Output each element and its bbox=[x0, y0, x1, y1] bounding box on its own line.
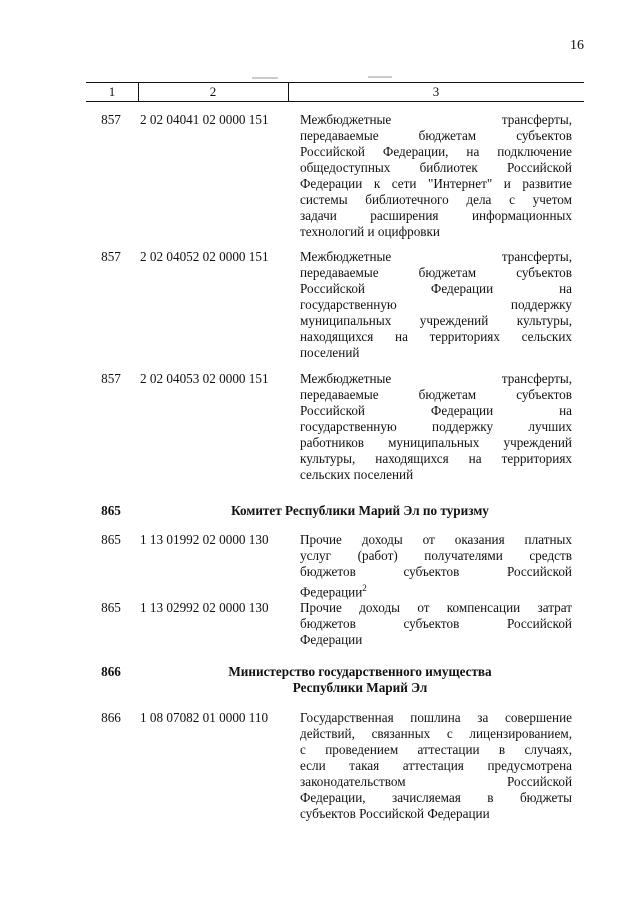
description-line: передаваемые бюджетам субъектов bbox=[300, 265, 572, 280]
description-line: Межбюджетные трансферты, bbox=[300, 371, 572, 386]
admin-code: 857 bbox=[101, 112, 121, 127]
description-line: передаваемые бюджетам субъектов bbox=[300, 387, 572, 402]
description-line: законодательством Российской bbox=[300, 774, 572, 789]
section-title: Комитет Республики Марий Эл по туризму bbox=[231, 503, 489, 518]
budget-code: 2 02 04041 02 0000 151 bbox=[140, 112, 269, 127]
description-line: задачи расширения информационных bbox=[300, 208, 572, 223]
header-col-2: 2 bbox=[209, 84, 217, 99]
description-line: культуры, находящихся на территориях bbox=[300, 451, 572, 466]
table-header bbox=[86, 82, 584, 102]
description bbox=[300, 532, 572, 600]
description-line: работников муниципальных учреждений bbox=[300, 435, 572, 450]
section-title-line: Республики Марий Эл bbox=[292, 680, 428, 695]
description-line: государственную поддержку bbox=[300, 297, 572, 312]
description-line: системы библиотечного дела с учетом bbox=[300, 192, 572, 207]
header-col-1: 1 bbox=[108, 84, 116, 99]
description-line: Федерации к сети "Интернет" и развитие bbox=[300, 176, 572, 191]
description-line: муниципальных учреждений культуры, bbox=[300, 313, 572, 328]
description-line: Российской Федерации на bbox=[300, 281, 572, 296]
description-line: Российской Федерации на bbox=[300, 403, 572, 418]
description-line: передаваемые бюджетам субъектов bbox=[300, 128, 572, 143]
description-line: Прочие доходы от компенсации затрат bbox=[300, 600, 572, 615]
admin-code: 866 bbox=[101, 710, 121, 725]
description-line: находящихся на территориях сельских bbox=[300, 329, 572, 344]
description-line: с проведением аттестации в случаях, bbox=[300, 742, 572, 757]
description-line: поселений bbox=[300, 345, 360, 360]
admin-code: 857 bbox=[101, 249, 121, 264]
description-line: если такая аттестация предусмотрена bbox=[300, 758, 572, 773]
description-line: Государственная пошлина за совершение bbox=[300, 710, 572, 725]
admin-code: 865 bbox=[101, 600, 121, 615]
description-line: Межбюджетные трансферты, bbox=[300, 249, 572, 264]
description-line: государственную поддержку лучших bbox=[300, 419, 572, 434]
description-line: бюджетов субъектов Российской bbox=[300, 564, 572, 579]
page-number: 16 bbox=[570, 38, 584, 53]
section-code: 865 bbox=[101, 503, 121, 518]
description-line: сельских поселений bbox=[300, 467, 414, 482]
scan-artifact bbox=[252, 77, 278, 79]
description-line: Российской Федерации, на подключение bbox=[300, 144, 572, 159]
section-code: 866 bbox=[101, 664, 121, 679]
admin-code: 857 bbox=[101, 371, 121, 386]
description-line: Федерации, зачисляемая в бюджеты bbox=[300, 790, 572, 805]
footnote-marker: 2 bbox=[362, 583, 367, 593]
description bbox=[300, 710, 572, 822]
description-line: бюджетов субъектов Российской bbox=[300, 616, 572, 631]
section-title bbox=[140, 664, 580, 696]
description-line: Межбюджетные трансферты, bbox=[300, 112, 572, 127]
section-title-line: Министерство государственного имущества bbox=[228, 664, 492, 679]
description-text: Федерации bbox=[300, 584, 363, 600]
description bbox=[300, 249, 572, 361]
budget-code: 2 02 04053 02 0000 151 bbox=[140, 371, 269, 386]
description bbox=[300, 600, 572, 648]
budget-code: 1 13 01992 02 0000 130 bbox=[140, 532, 269, 547]
budget-code: 1 13 02992 02 0000 130 bbox=[140, 600, 269, 615]
description bbox=[300, 112, 572, 240]
description-line: Прочие доходы от оказания платных bbox=[300, 532, 572, 547]
description-line: услуг (работ) получателями средств bbox=[300, 548, 572, 563]
description-line: Федерации bbox=[300, 632, 363, 647]
description bbox=[300, 371, 572, 483]
description-line bbox=[300, 580, 572, 600]
description-line: действий, связанных с лицензированием, bbox=[300, 726, 572, 741]
description-line: субъектов Российской Федерации bbox=[300, 806, 490, 821]
budget-code: 1 08 07082 01 0000 110 bbox=[140, 710, 269, 725]
budget-code: 2 02 04052 02 0000 151 bbox=[140, 249, 269, 264]
admin-code: 865 bbox=[101, 532, 121, 547]
scan-artifact bbox=[368, 76, 392, 78]
description-line: технологий и оцифровки bbox=[300, 224, 440, 239]
description-line: общедоступных библиотек Российской bbox=[300, 160, 572, 175]
header-col-3: 3 bbox=[432, 84, 440, 99]
